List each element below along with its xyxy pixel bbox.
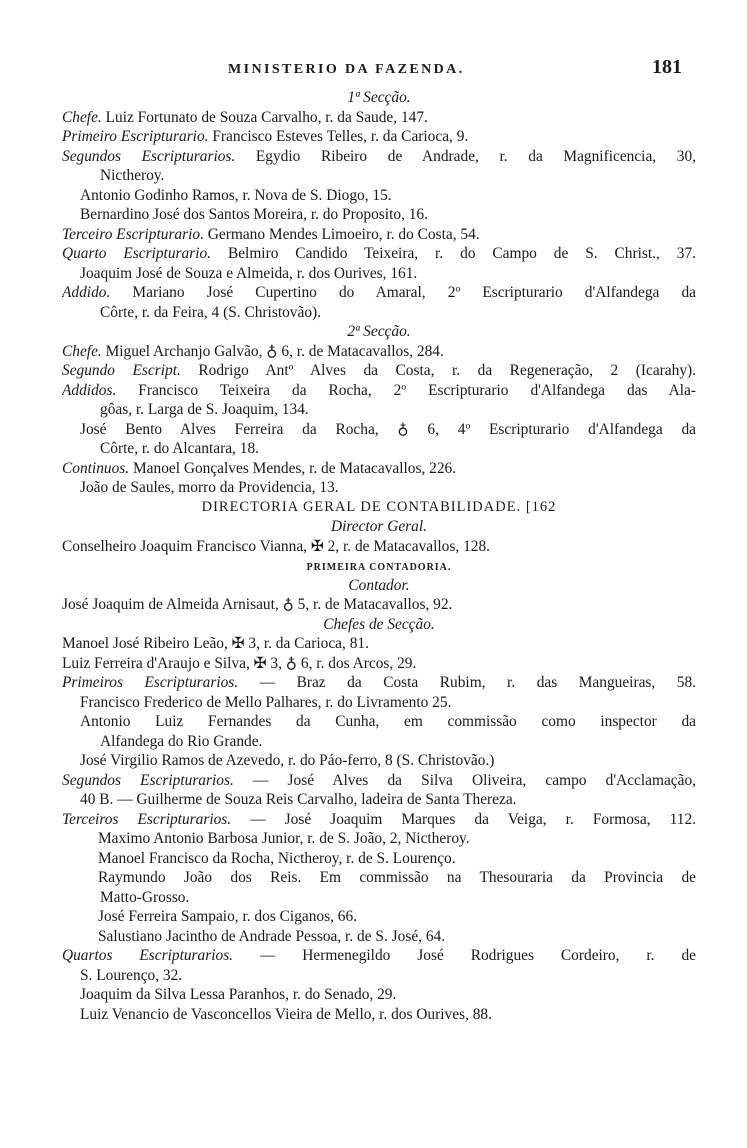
entry-line: Segundo Escript. Rodrigo Antº Alves da Costa, r. da Regeneração, 2 (Icarahy). xyxy=(62,362,696,379)
entry-line: Quartos Escripturarios. — Hermenegildo José Rodrigues Cordeiro, r. de xyxy=(62,947,696,964)
plain-line: Manoel José Ribeiro Leão, ✠ 3, r. da Carioca, 81. xyxy=(62,635,369,652)
section-heading: 1ª Secção. xyxy=(347,89,411,106)
name-line: 40 B. — Guilherme de Souza Reis Carvalho, ladeira de Santa Thereza. xyxy=(80,791,517,808)
page-header xyxy=(0,58,747,82)
running-title: MINISTERIO DA FAZENDA. xyxy=(228,62,465,77)
directorate-heading: DIRECTORIA GERAL DE CONTABILIDADE. [162 xyxy=(201,498,557,515)
continuation-line: Matto-Grosso. xyxy=(100,888,190,906)
name-line: Joaquim José de Souza e Almeida, r. dos Ourives, 161. xyxy=(80,264,418,282)
page-number: 181 xyxy=(652,56,682,78)
entry-line: Addidos. Francisco Teixeira da Rocha, 2º Escripturario d'Alfandega das Ala- xyxy=(62,381,696,399)
name-line: Salustiano Jacintho de Andrade Pessoa, r. de S. José, 64. xyxy=(98,927,446,945)
document-body xyxy=(62,88,696,1024)
plain-line: Luiz Ferreira d'Araujo e Silva, ✠ 3, ♁ 6, r. dos Arcos, 29. xyxy=(62,654,417,672)
entry-line: Chefe. Miguel Archanjo Galvão, ♁ 6, r. de Matacavallos, 284. xyxy=(62,342,444,360)
entry-line: Primeiros Escripturarios. — Braz da Costa Rubim, r. das Mangueiras, 58. xyxy=(62,674,696,691)
name-line: João de Saules, morro da Providencia, 13. xyxy=(80,479,339,496)
plain-line: Conselheiro Joaquim Francisco Vianna, ✠ 2, r. de Matacavallos, 128. xyxy=(62,537,490,555)
entry-line: Terceiro Escripturario. Germano Mendes Limoeiro, r. do Costa, 54. xyxy=(62,225,480,243)
section-heading: 2ª Secção. xyxy=(347,323,411,340)
name-line: José Bento Alves Ferreira da Rocha, ♁ 6, 4º Escripturario d'Alfandega da xyxy=(80,420,696,438)
section-heading: Director Geral. xyxy=(330,518,428,535)
entry-line: Segundos Escripturarios. — José Alves da Silva Oliveira, campo d'Acclamação, xyxy=(62,771,696,789)
plain-line: José Joaquim de Almeida Arnisaut, ♁ 5, r. de Matacavallos, 92. xyxy=(62,596,453,613)
name-line: S. Lourenço, 32. xyxy=(80,966,183,984)
name-line: Antonio Godinho Ramos, r. Nova de S. Diogo, 15. xyxy=(80,186,392,204)
continuation-line: Alfandega do Rio Grande. xyxy=(100,732,263,750)
entry-line: Terceiros Escripturarios. — José Joaquim Marques da Veiga, r. Formosa, 112. xyxy=(62,810,696,828)
name-line: Maximo Antonio Barbosa Junior, r. de S. João, 2, Nictheroy. xyxy=(98,830,470,847)
entry-line: Quarto Escripturario. Belmiro Candido Teixeira, r. do Campo de S. Christ., 37. xyxy=(62,245,696,262)
entry-line: Continuos. Manoel Gonçalves Mendes, r. de Matacavallos, 226. xyxy=(62,459,457,477)
name-line: Luiz Venancio de Vasconcellos Vieira de Mello, r. dos Ourives, 88. xyxy=(80,1005,492,1023)
subsection-heading: PRIMEIRA CONTADORIA. xyxy=(306,562,452,573)
name-line: José Ferreira Sampaio, r. dos Ciganos, 66. xyxy=(98,908,358,925)
name-line: Francisco Frederico de Mello Palhares, r. do Livramento 25. xyxy=(80,693,452,711)
name-line: Manoel Francisco da Rocha, Nictheroy, r. de S. Lourenço. xyxy=(98,849,456,867)
name-line: Raymundo João dos Reis. Em commissão na Thesouraria da Provincia de xyxy=(98,869,696,886)
entry-line: Primeiro Escripturario. Francisco Esteves Telles, r. da Carioca, 9. xyxy=(62,128,469,145)
name-line: Joaquim da Silva Lessa Paranhos, r. do Senado, 29. xyxy=(80,986,397,1003)
entry-line: Chefe. Luiz Fortunato de Souza Carvalho, r. da Saude, 147. xyxy=(62,108,428,126)
name-line: Bernardino José dos Santos Moreira, r. do Proposito, 16. xyxy=(80,206,428,223)
section-heading: Contador. xyxy=(348,576,410,594)
continuation-line: gôas, r. Larga de S. Joaquim, 134. xyxy=(100,401,309,418)
name-line: Antonio Luiz Fernandes da Cunha, em commissão como inspector da xyxy=(80,713,696,730)
continuation-line: Nictheroy. xyxy=(100,167,165,184)
name-line: José Virgilio Ramos de Azevedo, r. do Páo-ferro, 8 (S. Christovão.) xyxy=(80,752,495,769)
entry-line: Segundos Escripturarios. Egydio Ribeiro de Andrade, r. da Magnificencia, 30, xyxy=(62,147,696,165)
continuation-line: Côrte, r. da Feira, 4 (S. Christovão). xyxy=(100,303,321,321)
continuation-line: Côrte, r. do Alcantara, 18. xyxy=(100,440,259,457)
entry-line: Addido. Mariano José Cupertino do Amaral, 2º Escripturario d'Alfandega da xyxy=(62,284,696,301)
section-heading: Chefes de Secção. xyxy=(323,615,435,633)
